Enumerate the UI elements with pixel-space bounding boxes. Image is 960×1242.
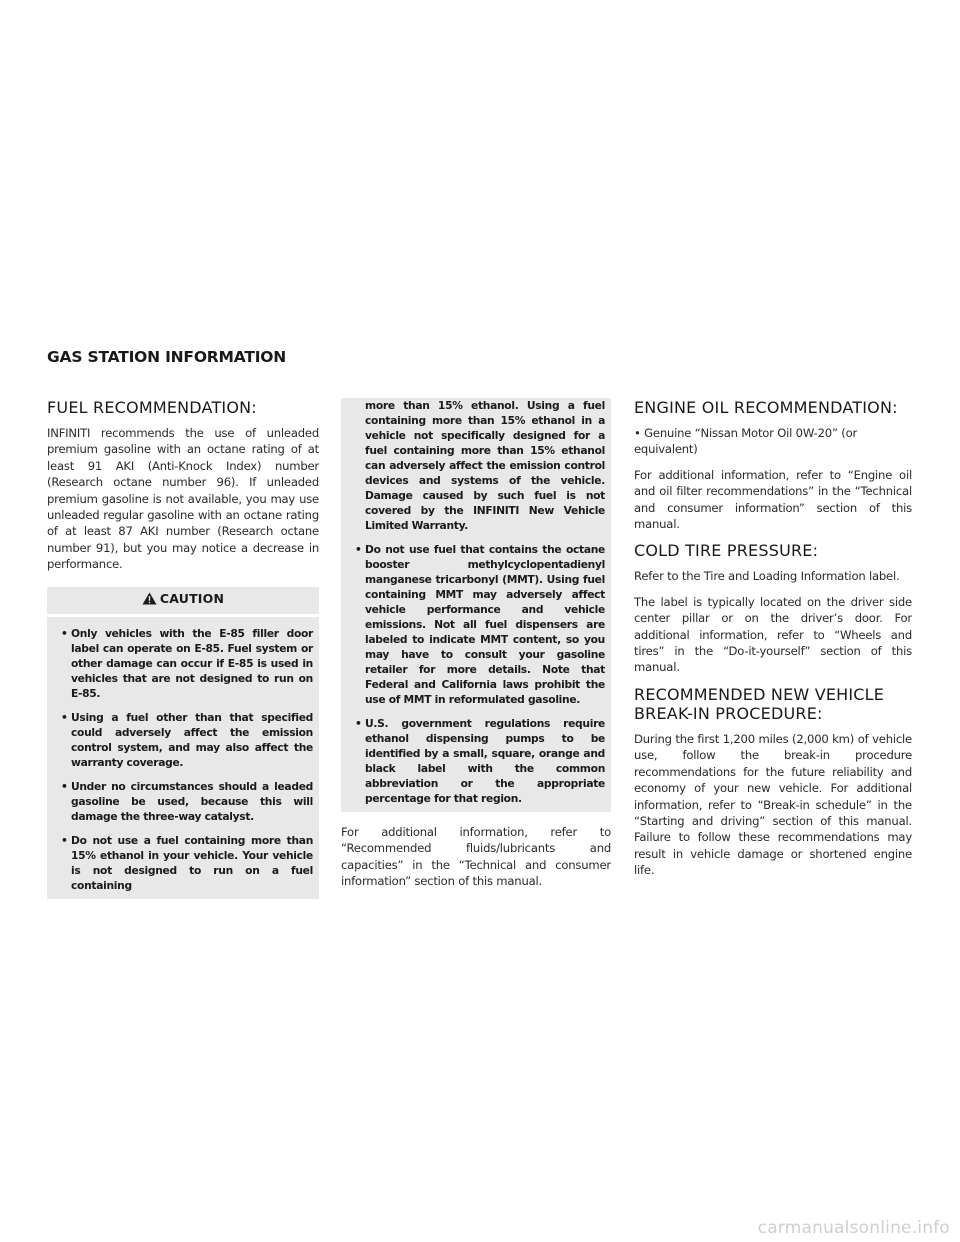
caution-item: • Only vehicles with the E-85 filler door label can operate on E-85. Fuel system or other damage can occur if E-85 is used in vehicles that are not designed to run on E-85. — [61, 626, 313, 700]
caution-item: • Do not use a fuel containing more than 15% ethanol in your vehicle. Your vehicle is not designed to run on a fuel containing — [61, 833, 313, 892]
oil-line: • Genuine “Nissan Motor Oil 0W-20” (or equivalent) — [634, 426, 858, 457]
caution-item: • Under no circumstances should a leaded gasoline be used, because this will damage the three-way catalyst. — [61, 779, 313, 823]
tire-body-1: Refer to the Tire and Loading Information label. — [634, 569, 900, 584]
caution-list — [47, 617, 319, 893]
caution-header — [47, 587, 319, 617]
fuel-body: INFINITI recommends the use of unleaded premium gasoline with an octane rating of at least 91 AKI (Anti-Knock Index) number (Research octane number 96). If unleaded premium gasoline is not available, you may use unleaded regular gasoline with an octane rating of at least 87 AKI number (Research octane number 91), but you may notice a decrease in performance. — [47, 426, 319, 572]
caution-label: CAUTION — [159, 590, 225, 606]
breakin-body: During the first 1,200 miles (2,000 km) of vehicle use, follow the break-in procedure recommendations for the future reliability and economy of your new vehicle. For additional information, refer to “Break-in schedule” in the “Starting and driving” section of this manual. Failure to follow these recommendations may result in vehicle damage or shortened engine life. — [634, 731, 912, 878]
column-2 — [341, 398, 611, 899]
caution-continuation: more than 15% ethanol. Using a fuel containing more than 15% ethanol in a vehicle not specifically designed for a fuel containing more than 15% ethanol can adversely affect the emission control devices and systems of the vehicle. Damage caused by such fuel is not covered by the INFINITI New Vehicle Limited Warranty. — [365, 399, 605, 532]
column-3 — [634, 398, 912, 888]
fuel-heading: FUEL RECOMMENDATION: — [47, 398, 257, 417]
caution-item: • U.S. government regulations require ethanol dispensing pumps to be identified by a small, square, orange and black label with the common abbreviation or the appropriate percentage for that region. — [355, 717, 605, 805]
oil-heading: ENGINE OIL RECOMMENDATION: — [634, 398, 898, 417]
fluids-reference: For additional information, refer to “Recommended fluids/lubricants and capacities” in the “Technical and consumer information” section of this manual. — [341, 825, 611, 889]
caution-list-continued — [347, 542, 605, 806]
caution-box — [47, 587, 319, 899]
page-title: GAS STATION INFORMATION — [47, 348, 287, 366]
caution-box-continued — [341, 398, 611, 812]
tire-body-2: The label is typically located on the driver side center pillar or on the driver’s door. For additional information, refer to “Wheels and tires” in the “Do-it-yourself” section of this manual. — [634, 594, 912, 675]
oil-body: For additional information, refer to “Engine oil and oil filter recommendations” in the “Technical and consumer information” section of this manual. — [634, 467, 912, 532]
watermark: carmanualsonline.info — [757, 1218, 950, 1238]
column-1 — [47, 398, 319, 899]
breakin-heading: RECOMMENDED NEW VEHICLE BREAK-IN PROCEDURE: — [634, 684, 885, 723]
tire-heading: COLD TIRE PRESSURE: — [634, 541, 819, 561]
caution-item: • Do not use fuel that contains the octane booster methylcyclopentadienyl manganese tricarbonyl (MMT). Using fuel containing MMT may adversely affect vehicle performance and vehicle emissions. Not all fuel dispensers are labeled to indicate MMT content, so you may have to consult your gasoline retailer for more details. Note that Federal and California laws prohibit the use of MMT in reformulated gasoline. — [355, 543, 605, 706]
warning-triangle-icon — [142, 592, 157, 608]
caution-item: • Using a fuel other than that specified could adversely affect the emission control system, and may also affect the warranty coverage. — [61, 710, 313, 769]
